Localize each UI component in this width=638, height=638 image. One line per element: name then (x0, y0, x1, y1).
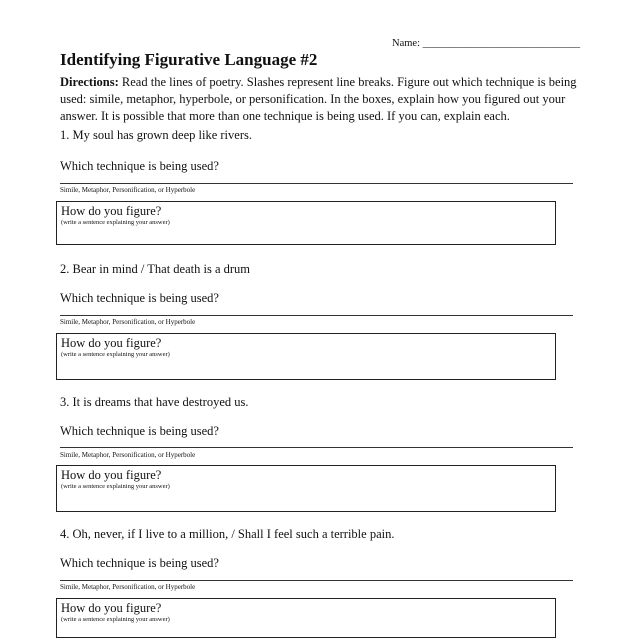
question-2-prompt: 2. Bear in mind / That death is a drum (60, 262, 251, 276)
name-field[interactable]: Name: ______________________________ (392, 38, 581, 49)
question-4-hint: Simile, Metaphor, Personification, or Hyperbole (60, 583, 196, 591)
question-2-hint: Simile, Metaphor, Personification, or Hyperbole (60, 318, 196, 326)
box-subtitle: (write a sentence explaining your answer) (61, 616, 170, 623)
page-title: Identifying Figurative Language #2 (60, 50, 318, 69)
question-1-hint: Simile, Metaphor, Personification, or Hyperbole (60, 186, 196, 194)
box-subtitle: (write a sentence explaining your answer) (61, 483, 170, 490)
question-4-answer-line[interactable] (60, 580, 573, 581)
question-3-hint: Simile, Metaphor, Personification, or Hyperbole (60, 451, 196, 459)
question-2-which: Which technique is being used? (60, 291, 219, 305)
directions-text: Read the lines of poetry. Slashes represent line breaks. Figure out which technique is being used: simile, metaphor, hyperbole, or personification. In the boxes, explain how you figured out your answer. It is possible that more than one technique is being used. If you can, explain each. (60, 75, 577, 123)
question-4-explain-box[interactable] (56, 598, 556, 638)
question-4-which: Which technique is being used? (60, 556, 219, 570)
box-title: How do you figure? (61, 204, 162, 218)
question-1-explain-box[interactable] (56, 201, 556, 245)
box-subtitle: (write a sentence explaining your answer) (61, 351, 170, 358)
directions-label: Directions: (60, 75, 119, 89)
box-title: How do you figure? (61, 336, 162, 350)
box-subtitle: (write a sentence explaining your answer) (61, 219, 170, 226)
question-2-answer-line[interactable] (60, 315, 573, 316)
box-title: How do you figure? (61, 601, 162, 615)
directions (60, 74, 585, 125)
question-3-which: Which technique is being used? (60, 424, 219, 438)
question-1-prompt: 1. My soul has grown deep like rivers. (60, 128, 252, 142)
question-4-prompt: 4. Oh, never, if I live to a million, / Shall I feel such a terrible pain. (60, 527, 395, 541)
question-3-answer-line[interactable] (60, 447, 573, 448)
box-title: How do you figure? (61, 468, 162, 482)
question-3-prompt: 3. It is dreams that have destroyed us. (60, 395, 249, 409)
question-1-which: Which technique is being used? (60, 159, 219, 173)
question-1-answer-line[interactable] (60, 183, 573, 184)
question-2-explain-box[interactable] (56, 333, 556, 380)
question-3-explain-box[interactable] (56, 465, 556, 512)
